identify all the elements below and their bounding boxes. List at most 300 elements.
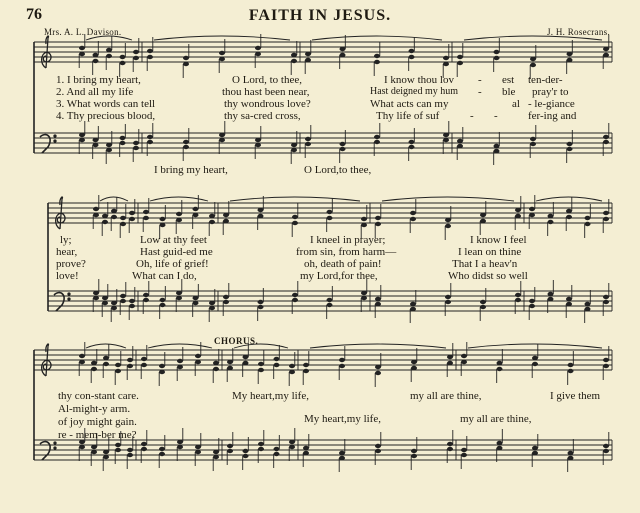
note-head	[529, 304, 535, 308]
note-head	[127, 364, 133, 368]
note-head	[603, 211, 609, 215]
verse-1-segment: Low at thy feet	[140, 234, 207, 246]
note-head	[568, 456, 574, 460]
note-head	[93, 143, 99, 147]
words-credit: Mrs. A. L. Davison.	[44, 27, 122, 37]
note-head	[603, 140, 609, 144]
slur	[86, 344, 126, 348]
note-head	[147, 135, 153, 139]
note-head	[480, 300, 486, 304]
note-head	[585, 307, 591, 311]
verse-1-segment: I know I feel	[470, 234, 527, 246]
note-head	[494, 149, 500, 153]
note-head	[133, 146, 139, 150]
note-head	[567, 52, 573, 56]
note-head	[193, 213, 199, 217]
note-head	[106, 54, 112, 58]
note-head	[457, 61, 463, 65]
note-head	[494, 50, 500, 54]
note-head	[361, 296, 367, 300]
note-head	[120, 299, 126, 303]
note-head	[79, 52, 85, 56]
note-head	[375, 444, 381, 448]
note-head	[289, 370, 295, 374]
note-head	[548, 297, 554, 301]
note-head	[530, 142, 536, 146]
note-head	[548, 220, 554, 224]
note-head	[209, 214, 215, 218]
note-head	[292, 221, 298, 225]
note-head	[374, 60, 380, 64]
note-head	[480, 305, 486, 309]
note-head	[529, 207, 535, 211]
verse-1-segment: I kneel in prayer;	[310, 234, 386, 246]
note-head	[160, 217, 166, 221]
note-head	[115, 443, 121, 447]
note-head	[515, 214, 521, 218]
note-head	[159, 364, 165, 368]
note-head	[79, 354, 85, 358]
verse-2-segment: Al-might-y arm.	[58, 403, 131, 415]
note-head	[289, 364, 295, 368]
note-head	[129, 304, 135, 308]
note-head	[243, 355, 249, 359]
note-head	[127, 448, 133, 452]
note-head	[223, 295, 229, 299]
note-head	[375, 365, 381, 369]
verse-1-segment: thy con-stant care.	[58, 390, 139, 402]
note-head	[274, 363, 280, 367]
note-head	[102, 296, 108, 300]
note-head	[160, 223, 166, 227]
note-head	[177, 445, 183, 449]
music-credit: J. H. Rosecrans.	[546, 27, 610, 37]
verse-3-segment: What acts can my	[370, 98, 449, 110]
note-head	[223, 213, 229, 217]
note-head	[497, 367, 503, 371]
verse-1-segment: I give them	[550, 390, 601, 402]
note-head	[160, 298, 166, 302]
note-head	[176, 218, 182, 222]
note-head	[339, 358, 345, 362]
note-head	[375, 371, 381, 375]
verse-4-segment: What can I do,	[132, 270, 197, 282]
note-head	[603, 135, 609, 139]
note-head	[91, 361, 97, 365]
note-head	[303, 451, 309, 455]
slur	[150, 197, 208, 201]
note-head	[447, 355, 453, 359]
bass-clef-dot	[54, 447, 56, 449]
note-head	[120, 294, 126, 298]
note-head	[143, 210, 149, 214]
note-head	[258, 442, 264, 446]
note-head	[327, 298, 333, 302]
note-head	[111, 209, 117, 213]
note-head	[480, 219, 486, 223]
note-head	[291, 59, 297, 63]
slur	[312, 36, 442, 40]
note-head	[195, 445, 201, 449]
note-head	[79, 133, 85, 137]
note-head	[79, 360, 85, 364]
note-head	[461, 354, 467, 358]
note-head	[411, 449, 417, 453]
verse-3-segment: - le-giance	[528, 98, 575, 110]
note-head	[494, 144, 500, 148]
note-head	[532, 451, 538, 455]
note-head	[193, 207, 199, 211]
note-head	[305, 52, 311, 56]
note-head	[603, 364, 609, 368]
verse-3-segment: Oh, life of grief!	[136, 258, 209, 270]
note-head	[603, 358, 609, 362]
note-head	[79, 445, 85, 449]
note-head	[176, 212, 182, 216]
bass-lyric: O Lord,to thee,	[304, 164, 372, 176]
note-head	[457, 139, 463, 143]
verse-3-segment: oh, death of pain!	[304, 258, 382, 270]
note-head	[209, 306, 215, 310]
note-head	[258, 447, 264, 451]
note-head	[255, 138, 261, 142]
note-head	[374, 135, 380, 139]
bass-clef-dot	[54, 135, 56, 137]
note-head	[79, 46, 85, 50]
note-head	[111, 306, 117, 310]
note-head	[375, 297, 381, 301]
note-head	[480, 213, 486, 217]
verse-4-segment: re - mem-ber me?	[58, 429, 137, 441]
note-head	[410, 302, 416, 306]
note-head	[177, 440, 183, 444]
note-head	[209, 301, 215, 305]
note-head	[103, 362, 109, 366]
note-head	[111, 215, 117, 219]
note-head	[568, 363, 574, 367]
note-head	[129, 217, 135, 221]
note-head	[548, 292, 554, 296]
note-head	[603, 47, 609, 51]
note-head	[147, 49, 153, 53]
note-head	[567, 58, 573, 62]
verse-1-segment: my all are thine,	[410, 390, 482, 402]
note-head	[129, 299, 135, 303]
note-head	[147, 55, 153, 59]
note-head	[91, 367, 97, 371]
note-head	[93, 296, 99, 300]
note-head	[120, 216, 126, 220]
note-head	[340, 142, 346, 146]
verse-2-segment: ble	[502, 86, 516, 98]
note-head	[213, 367, 219, 371]
note-head	[410, 211, 416, 215]
bass-clef	[40, 135, 50, 153]
note-head	[79, 138, 85, 142]
slur	[148, 344, 212, 348]
verse-3-segment: thy wondrous love?	[224, 98, 311, 110]
note-head	[223, 219, 229, 223]
note-head	[305, 142, 311, 146]
note-head	[327, 303, 333, 307]
note-head	[258, 362, 264, 366]
note-head	[115, 369, 121, 373]
note-head	[219, 138, 225, 142]
verse-2-segment: Hast guid-ed me	[140, 246, 213, 258]
note-head	[409, 55, 415, 59]
note-head	[93, 207, 99, 211]
note-head	[143, 293, 149, 297]
note-head	[445, 224, 451, 228]
note-head	[227, 444, 233, 448]
note-head	[213, 450, 219, 454]
note-head	[361, 223, 367, 227]
note-head	[291, 53, 297, 57]
verse-4-segment: my Lord,for thee,	[300, 270, 378, 282]
note-head	[243, 454, 249, 458]
slur	[468, 344, 602, 348]
note-head	[227, 366, 233, 370]
bass-lyric: my all are thine,	[460, 413, 532, 425]
note-head	[91, 445, 97, 449]
verse-2-segment: 2. And all my life	[56, 86, 134, 98]
note-head	[120, 61, 126, 65]
note-head	[327, 216, 333, 220]
note-head	[102, 301, 108, 305]
note-head	[141, 442, 147, 446]
note-head	[585, 216, 591, 220]
note-head	[291, 143, 297, 147]
verse-1-segment: est	[502, 74, 515, 86]
note-head	[603, 295, 609, 299]
note-head	[258, 208, 264, 212]
note-head	[129, 211, 135, 215]
verse-4-segment: -	[494, 110, 498, 122]
note-head	[566, 302, 572, 306]
note-head	[339, 456, 345, 460]
note-head	[515, 208, 521, 212]
note-head	[374, 54, 380, 58]
verse-1-segment: O Lord, to thee,	[232, 74, 302, 86]
note-head	[497, 441, 503, 445]
verse-1-segment: ten-der-	[528, 74, 563, 86]
note-head	[568, 369, 574, 373]
note-head	[566, 297, 572, 301]
note-head	[305, 137, 311, 141]
note-head	[603, 449, 609, 453]
note-head	[176, 291, 182, 295]
verse-4-segment: Who didst so well	[448, 270, 528, 282]
note-head	[103, 450, 109, 454]
bass-lyric: My heart,my life,	[304, 413, 381, 425]
note-head	[209, 220, 215, 224]
note-head	[193, 301, 199, 305]
note-head	[447, 442, 453, 446]
verse-2-segment: from sin, from harm—	[296, 246, 397, 258]
note-head	[91, 450, 97, 454]
note-head	[568, 451, 574, 455]
note-head	[274, 452, 280, 456]
slur	[230, 197, 360, 201]
note-head	[603, 217, 609, 221]
note-head	[375, 216, 381, 220]
note-head	[529, 213, 535, 217]
note-head	[443, 62, 449, 66]
note-head	[274, 447, 280, 451]
note-head	[515, 298, 521, 302]
note-head	[410, 217, 416, 221]
note-head	[255, 46, 261, 50]
note-head	[213, 361, 219, 365]
bass-clef	[40, 442, 50, 460]
verse-2-segment: I lean on thine	[458, 246, 522, 258]
note-head	[223, 300, 229, 304]
verse-4-segment: -	[470, 110, 474, 122]
note-head	[461, 360, 467, 364]
note-head	[457, 144, 463, 148]
note-head	[255, 52, 261, 56]
note-head	[227, 449, 233, 453]
note-head	[567, 147, 573, 151]
note-head	[585, 302, 591, 306]
verse-2-segment: hear,	[56, 246, 78, 258]
note-head	[410, 307, 416, 311]
note-head	[133, 56, 139, 60]
note-head	[127, 453, 133, 457]
note-head	[603, 300, 609, 304]
verse-3-segment: of joy might gain.	[58, 416, 137, 428]
note-head	[566, 215, 572, 219]
verse-4-segment: 4. Thy precious blood,	[56, 110, 156, 122]
note-head	[339, 451, 345, 455]
verse-4-segment: fer-ing and	[528, 110, 577, 122]
note-head	[457, 55, 463, 59]
note-head	[177, 365, 183, 369]
note-head	[141, 363, 147, 367]
note-head	[339, 364, 345, 368]
note-head	[292, 215, 298, 219]
note-head	[143, 216, 149, 220]
bass-clef-dot	[68, 293, 70, 295]
verse-4-segment: Thy life of suf	[376, 110, 440, 122]
verse-2-segment: pray'r to	[532, 86, 569, 98]
note-head	[102, 220, 108, 224]
note-head	[532, 356, 538, 360]
note-head	[461, 453, 467, 457]
note-head	[603, 444, 609, 448]
note-head	[447, 361, 453, 365]
note-head	[258, 214, 264, 218]
note-head	[445, 218, 451, 222]
verse-1-segment: I know thou lov	[384, 74, 454, 86]
note-head	[147, 140, 153, 144]
note-head	[515, 293, 521, 297]
note-head	[585, 222, 591, 226]
note-head	[530, 137, 536, 141]
note-head	[409, 145, 415, 149]
note-head	[133, 141, 139, 145]
verse-3-segment: 3. What words can tell	[56, 98, 156, 110]
note-head	[411, 360, 417, 364]
slur	[154, 36, 290, 40]
note-head	[102, 214, 108, 218]
bass-clef-dot	[68, 298, 70, 300]
note-head	[361, 217, 367, 221]
verse-2-segment: Hast deigned my hum	[370, 86, 459, 97]
verse-3-segment: al	[512, 98, 520, 110]
note-head	[303, 363, 309, 367]
verse-2-segment: -	[478, 86, 482, 98]
note-head	[195, 354, 201, 358]
note-head	[219, 51, 225, 55]
note-head	[532, 446, 538, 450]
note-head	[274, 357, 280, 361]
note-head	[375, 302, 381, 306]
note-head	[255, 143, 261, 147]
note-head	[115, 448, 121, 452]
note-head	[289, 445, 295, 449]
note-head	[289, 440, 295, 444]
note-head	[340, 147, 346, 151]
note-head	[409, 140, 415, 144]
slur	[310, 344, 446, 348]
verse-1-segment: -	[478, 74, 482, 86]
note-head	[93, 213, 99, 217]
verse-4-segment: thy sa-cred cross,	[224, 110, 301, 122]
note-head	[411, 454, 417, 458]
note-head	[177, 359, 183, 363]
note-head	[176, 296, 182, 300]
note-head	[443, 56, 449, 60]
note-head	[183, 145, 189, 149]
note-head	[303, 369, 309, 373]
note-head	[443, 138, 449, 142]
note-head	[111, 301, 117, 305]
note-head	[227, 360, 233, 364]
note-head	[159, 447, 165, 451]
note-head	[127, 358, 133, 362]
note-head	[106, 143, 112, 147]
note-head	[409, 49, 415, 53]
bass-clef	[54, 293, 64, 311]
note-head	[195, 450, 201, 454]
verse-1-segment: 1. I bring my heart,	[56, 74, 141, 86]
note-head	[303, 446, 309, 450]
slur	[382, 197, 514, 201]
note-head	[106, 48, 112, 52]
note-head	[327, 210, 333, 214]
note-head	[258, 368, 264, 372]
note-head	[567, 142, 573, 146]
verse-3-segment: prove?	[56, 258, 86, 270]
note-head	[374, 140, 380, 144]
note-head	[183, 62, 189, 66]
note-head	[143, 298, 149, 302]
note-head	[258, 305, 264, 309]
note-head	[305, 58, 311, 62]
note-head	[159, 452, 165, 456]
note-head	[120, 222, 126, 226]
verse-1-segment: My heart,my life,	[232, 390, 309, 402]
page-number: 76	[26, 6, 42, 23]
note-head	[93, 59, 99, 63]
note-head	[213, 455, 219, 459]
note-head	[529, 299, 535, 303]
note-head	[361, 291, 367, 295]
note-head	[497, 446, 503, 450]
note-head	[133, 50, 139, 54]
slur	[536, 197, 602, 201]
